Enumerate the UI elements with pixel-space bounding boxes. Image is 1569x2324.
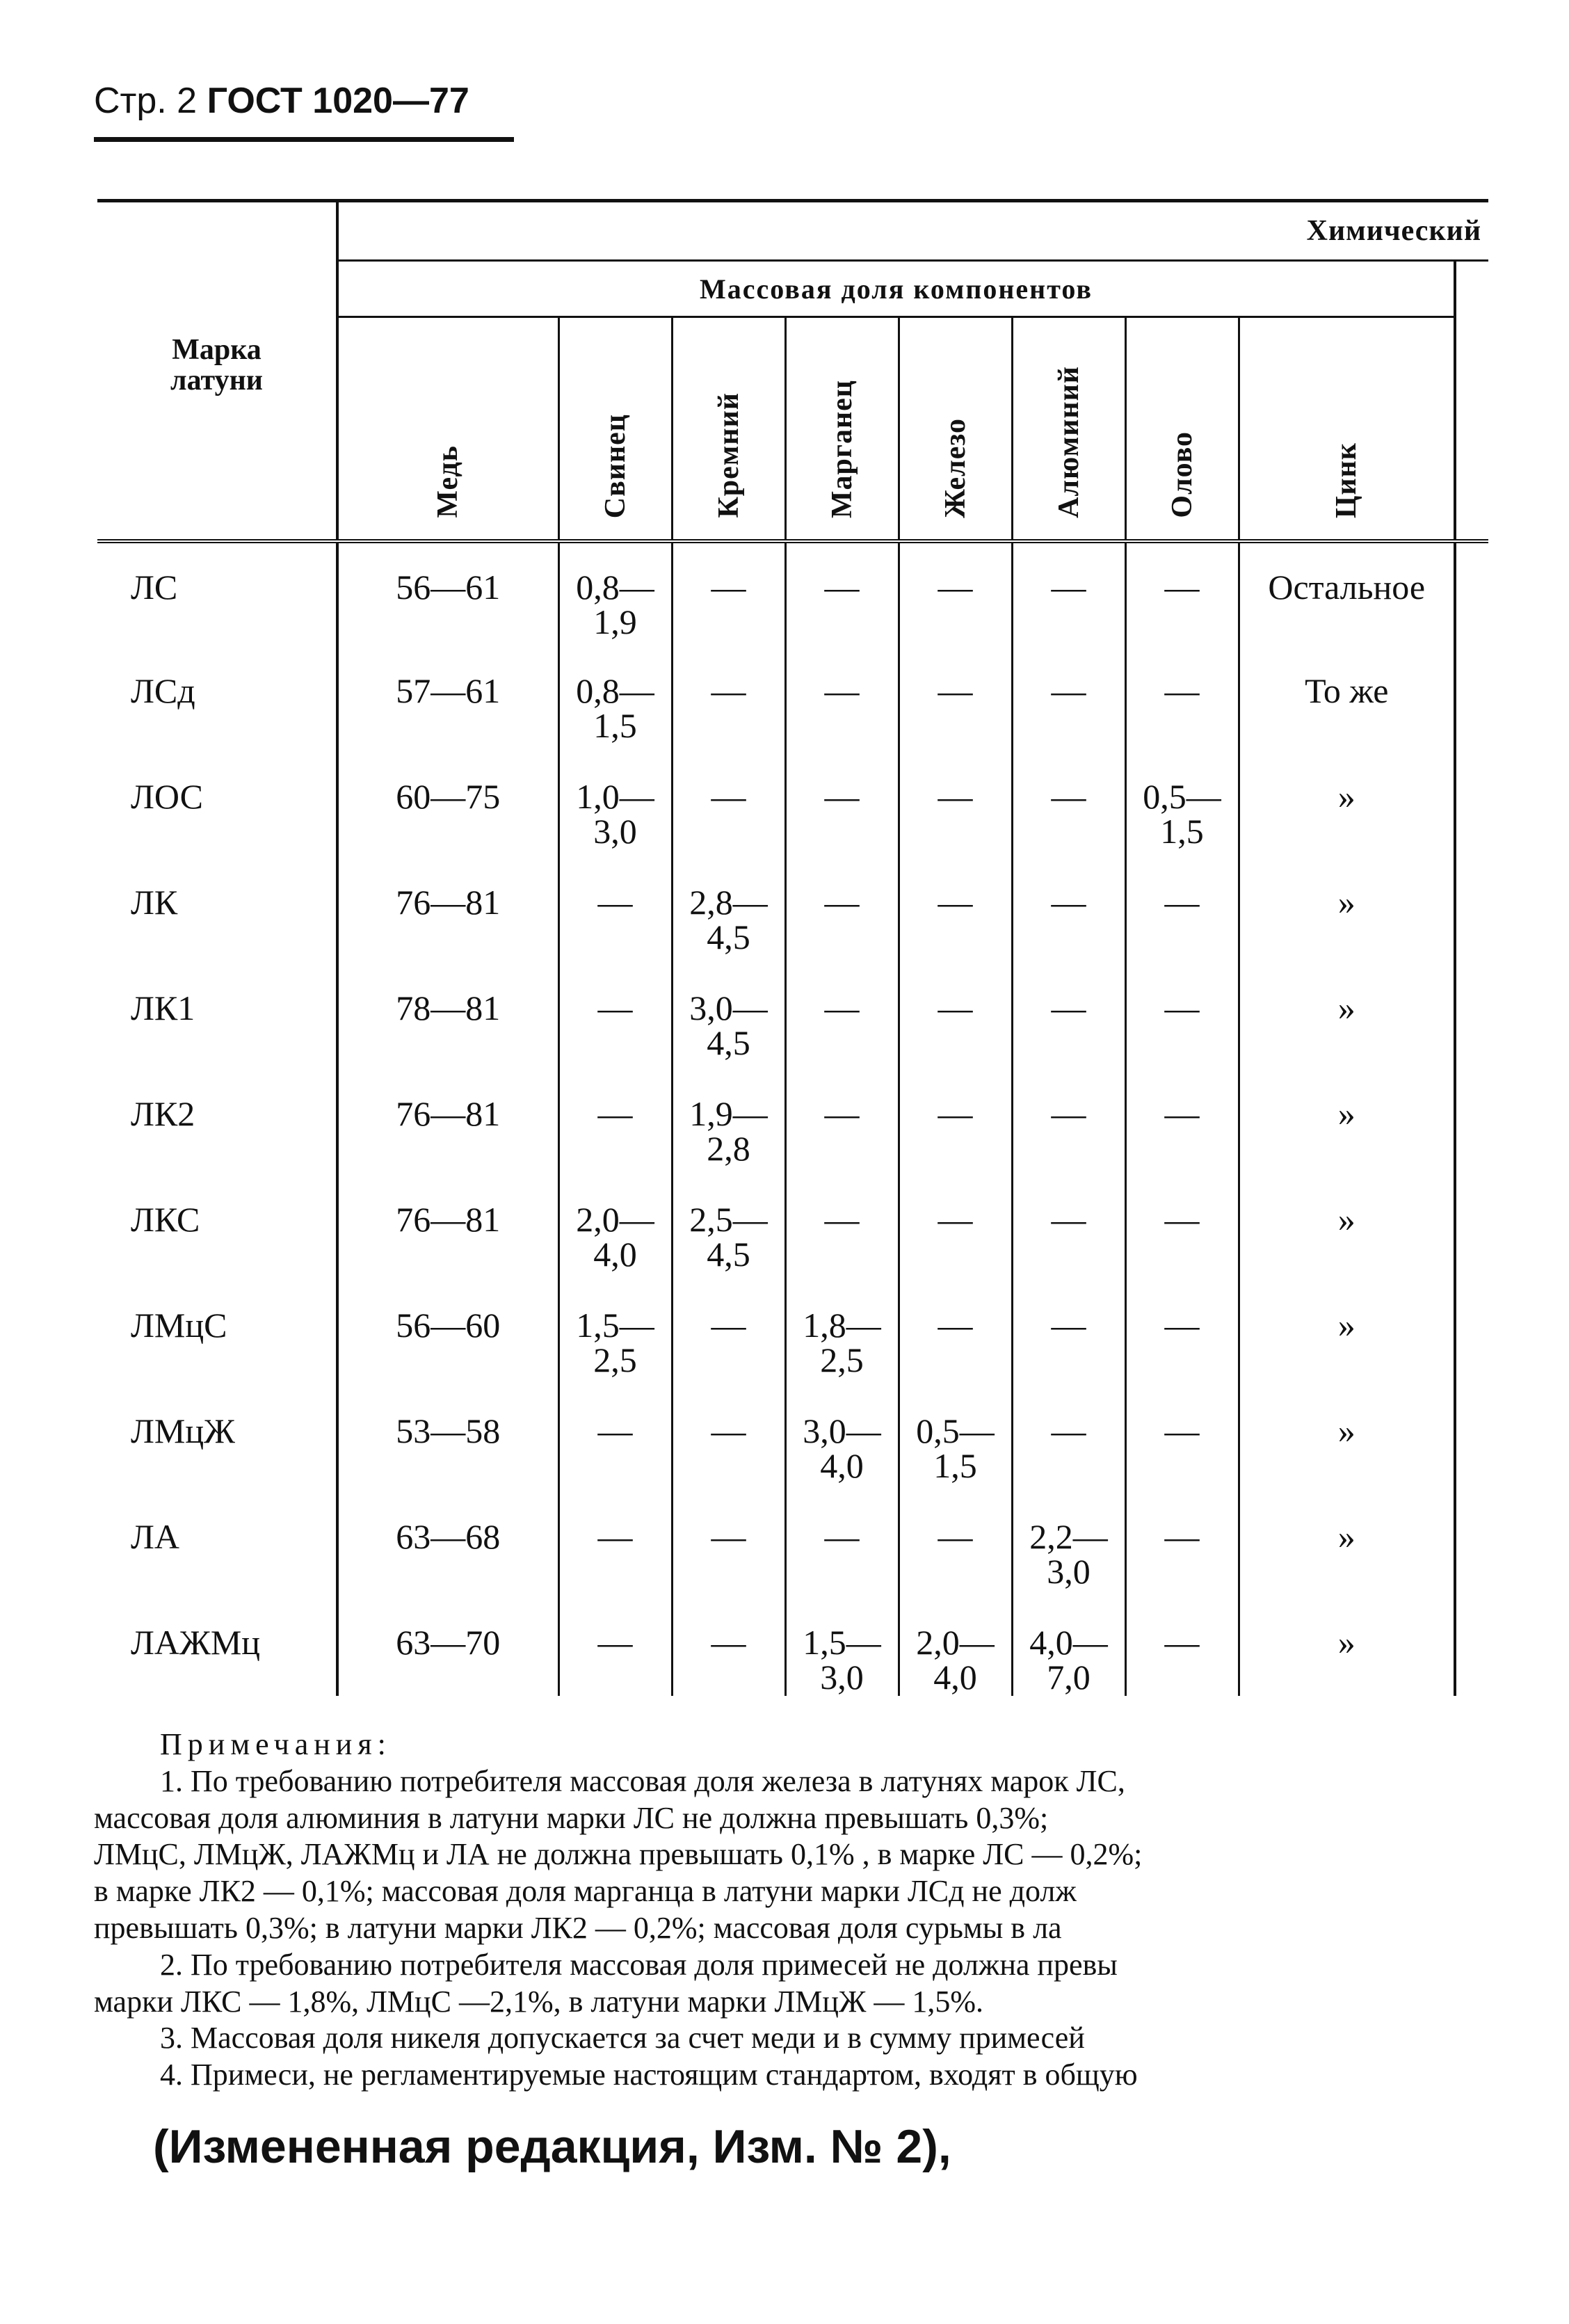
value-cell: — <box>558 1387 672 1493</box>
column-header: Медь <box>337 317 558 542</box>
table-row <box>97 1493 1488 1598</box>
value-cell: » <box>1239 1176 1455 1281</box>
value-cell: — <box>899 647 1012 753</box>
grade-cell: ЛМцЖ <box>97 1387 337 1493</box>
value-cell: 60—75 <box>337 753 558 858</box>
value-cell: 56—60 <box>337 1281 558 1387</box>
standard-code: ГОСТ 1020—77 <box>207 81 469 121</box>
notes-title: Примечания: <box>160 1727 392 1761</box>
grade-column-header: Марка латуни <box>97 201 337 542</box>
page-header <box>94 80 469 122</box>
column-header: Кремний <box>672 317 785 542</box>
value-cell: 63—68 <box>337 1493 558 1598</box>
note-line: 4. Примеси, не регламентируемые настоящим стандартом, входят в общую <box>160 2058 1138 2092</box>
value-cell: — <box>1125 1387 1239 1493</box>
note-line: в марке ЛК2 — 0,1%; массовая доля марганца в латуни марки ЛСд не долж <box>94 1874 1077 1909</box>
grade-cell: ЛМцС <box>97 1281 337 1387</box>
table-row <box>97 753 1488 858</box>
value-cell: » <box>1239 1598 1455 1696</box>
table-row <box>97 1387 1488 1493</box>
value-cell: — <box>1125 964 1239 1070</box>
note-line: ЛМцС, ЛМцЖ, ЛАЖМц и ЛА не должна превышать 0,1% , в марке ЛС — 0,2%; <box>94 1837 1143 1872</box>
value-cell: » <box>1239 1070 1455 1176</box>
value-cell: — <box>672 1493 785 1598</box>
table-row <box>97 1176 1488 1281</box>
grade-cell: ЛКС <box>97 1176 337 1281</box>
value-cell: 0,5— 1,5 <box>1125 753 1239 858</box>
value-cell: 2,0— 4,0 <box>899 1598 1012 1696</box>
value-cell: — <box>1012 1281 1125 1387</box>
value-cell: 1,5— 2,5 <box>558 1281 672 1387</box>
table-row <box>97 541 1488 647</box>
amendment-note: (Измененная редакция, Изм. № 2), <box>153 2120 951 2173</box>
note-line: превышать 0,3%; в латуни марки ЛК2 — 0,2%; массовая доля сурьмы в ла <box>94 1910 1062 1945</box>
value-cell: — <box>785 1070 899 1176</box>
value-cell: — <box>785 1493 899 1598</box>
table-row <box>97 858 1488 964</box>
value-cell: — <box>785 1176 899 1281</box>
value-cell: — <box>1012 753 1125 858</box>
value-cell: 2,5— 4,5 <box>672 1176 785 1281</box>
value-cell: — <box>785 753 899 858</box>
value-cell: 3,0— 4,0 <box>785 1387 899 1493</box>
column-header: Цинк <box>1239 317 1455 542</box>
value-cell: — <box>1012 541 1125 647</box>
value-cell: 2,8— 4,5 <box>672 858 785 964</box>
table-row <box>97 1070 1488 1176</box>
note-line: 2. По требованию потребителя массовая доля примесей не должна превы <box>160 1947 1118 1982</box>
value-cell: — <box>1125 1598 1239 1696</box>
value-cell: 0,8— 1,9 <box>558 541 672 647</box>
value-cell: » <box>1239 858 1455 964</box>
value-cell: — <box>899 1176 1012 1281</box>
value-cell: — <box>1125 1070 1239 1176</box>
value-cell: 76—81 <box>337 858 558 964</box>
note-line: 3. Массовая доля никеля допускается за счет меди и в сумму примесей <box>160 2021 1085 2055</box>
column-header: Свинец <box>558 317 672 542</box>
value-cell: — <box>785 858 899 964</box>
value-cell: — <box>558 1598 672 1696</box>
value-cell: — <box>1012 647 1125 753</box>
grade-cell: ЛК1 <box>97 964 337 1070</box>
value-cell: 76—81 <box>337 1176 558 1281</box>
value-cell: — <box>899 858 1012 964</box>
table-row <box>97 1598 1488 1696</box>
value-cell: — <box>1125 1493 1239 1598</box>
value-cell: 1,5— 3,0 <box>785 1598 899 1696</box>
value-cell: — <box>899 1070 1012 1176</box>
value-cell: — <box>558 858 672 964</box>
value-cell: 56—61 <box>337 541 558 647</box>
value-cell: — <box>785 647 899 753</box>
value-cell: — <box>672 1281 785 1387</box>
value-cell: 3,0— 4,5 <box>672 964 785 1070</box>
value-cell: » <box>1239 1387 1455 1493</box>
table-row <box>97 964 1488 1070</box>
page-number: Стр. 2 <box>94 81 198 121</box>
table-row <box>97 1281 1488 1387</box>
value-cell: » <box>1239 1281 1455 1387</box>
value-cell: 1,0— 3,0 <box>558 753 672 858</box>
value-cell: — <box>558 964 672 1070</box>
value-cell: 0,5— 1,5 <box>899 1387 1012 1493</box>
value-cell: — <box>672 647 785 753</box>
value-cell: — <box>785 964 899 1070</box>
grade-cell: ЛК2 <box>97 1070 337 1176</box>
value-cell: 78—81 <box>337 964 558 1070</box>
value-cell: То же <box>1239 647 1455 753</box>
value-cell: 2,2— 3,0 <box>1012 1493 1125 1598</box>
column-header: Олово <box>1125 317 1239 542</box>
value-cell: 4,0— 7,0 <box>1012 1598 1125 1696</box>
value-cell: — <box>672 1387 785 1493</box>
grade-cell: ЛАЖМц <box>97 1598 337 1696</box>
value-cell: — <box>1012 858 1125 964</box>
table-row <box>97 647 1488 753</box>
mass-fraction-header: Массовая доля компонентов <box>337 261 1455 317</box>
value-cell: — <box>1012 1176 1125 1281</box>
value-cell: — <box>899 964 1012 1070</box>
value-cell: — <box>672 1598 785 1696</box>
value-cell: 1,8— 2,5 <box>785 1281 899 1387</box>
value-cell: — <box>1012 964 1125 1070</box>
note-line: 1. По требованию потребителя массовая доля железа в латунях марок ЛС, <box>160 1763 1125 1798</box>
note-line: массовая доля алюминия в латуни марки ЛС не должна превышать 0,3%; <box>94 1800 1049 1835</box>
value-cell: » <box>1239 964 1455 1070</box>
value-cell: — <box>1125 1281 1239 1387</box>
column-header: Алюминий <box>1012 317 1125 542</box>
value-cell: » <box>1239 1493 1455 1598</box>
value-cell: 53—58 <box>337 1387 558 1493</box>
value-cell: — <box>558 1070 672 1176</box>
value-cell: 76—81 <box>337 1070 558 1176</box>
header-rule <box>94 137 514 142</box>
value-cell: 1,9— 2,8 <box>672 1070 785 1176</box>
value-cell: — <box>1125 858 1239 964</box>
value-cell: » <box>1239 753 1455 858</box>
note-line: марки ЛКС — 1,8%, ЛМцС —2,1%, в латуни марки ЛМцЖ — 1,5%. <box>94 1984 984 2019</box>
value-cell: Остальное <box>1239 541 1455 647</box>
chemical-composition-table <box>97 199 1488 1696</box>
value-cell: — <box>672 753 785 858</box>
column-header: Железо <box>899 317 1012 542</box>
value-cell: — <box>899 541 1012 647</box>
grade-cell: ЛСд <box>97 647 337 753</box>
value-cell: — <box>899 1493 1012 1598</box>
value-cell: — <box>899 1281 1012 1387</box>
value-cell: — <box>1125 1176 1239 1281</box>
value-cell: — <box>558 1493 672 1598</box>
value-cell: — <box>672 541 785 647</box>
value-cell: — <box>1125 541 1239 647</box>
value-cell: 57—61 <box>337 647 558 753</box>
notes-section <box>94 1726 1478 2094</box>
grade-cell: ЛК <box>97 858 337 964</box>
value-cell: — <box>1125 647 1239 753</box>
column-header: Марганец <box>785 317 899 542</box>
value-cell: 0,8— 1,5 <box>558 647 672 753</box>
chemical-header: Химический <box>337 201 1488 261</box>
value-cell: — <box>1012 1387 1125 1493</box>
value-cell: — <box>785 541 899 647</box>
value-cell: — <box>899 753 1012 858</box>
grade-cell: ЛС <box>97 541 337 647</box>
value-cell: 63—70 <box>337 1598 558 1696</box>
grade-cell: ЛА <box>97 1493 337 1598</box>
grade-cell: ЛОС <box>97 753 337 858</box>
value-cell: — <box>1012 1070 1125 1176</box>
value-cell: 2,0— 4,0 <box>558 1176 672 1281</box>
